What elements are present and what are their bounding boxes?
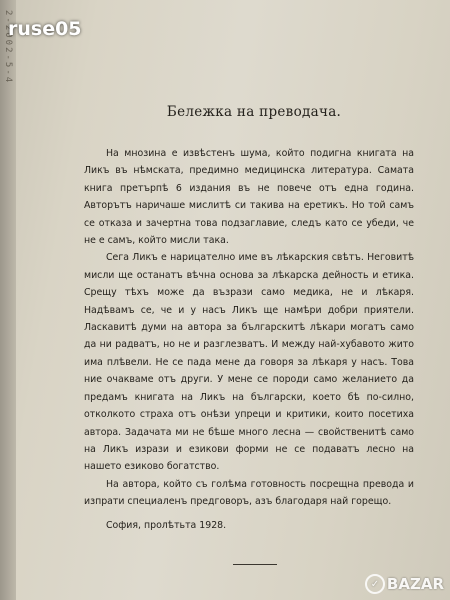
- page-binding-edge: [0, 0, 16, 600]
- bazar-badge-label: BAZAR: [386, 575, 444, 593]
- edge-text: 2-2002-5-4: [3, 10, 13, 85]
- watermark-text: ruse05: [8, 18, 82, 40]
- page-title: Бележка на преводача.: [166, 104, 342, 120]
- paragraph-2: Сега Ликъ е нарицателно име въ лѣкарския свѣтъ. Неговитѣ мисли ще останатъ вѣчна основа за лѣкарска дейность и етика. Срещу тѣхъ може да възрази само медика, не и лѣкаря. Надѣвамъ се, че и у насъ Ликъ ще намѣри добри приятели. Ласкавитѣ думи на автора за българскитѣ лѣкари могатъ само да ни радватъ, но не и разглезватъ. И между най-хубавото жито има плѣвели. Не се пада мене да говоря за лѣкаря у насъ. Това ние очакваме отъ други. У мене се породи само желанието да предамъ книгата на Ликъ на български, което бѣ по-силно, отколкото страха отъ онѣзи упреци и критики, които посетиха автора. Задачата ми не бѣше много лесна — свойственитѣ само на Ликъ изрази и езикови форми не се подаватъ лесно на нашето езиково богатство.: [84, 252, 414, 473]
- signature-line: София, пролѣтьта 1928.: [106, 519, 227, 531]
- bazar-badge: [365, 574, 444, 594]
- bazar-logo-icon: ✓: [365, 574, 385, 594]
- paragraph-1: На мнозина е извѣстенъ шума, който подигна книгата на Ликъ въ нѣмската, предимно медицинска литература. Самата книга претърпѣ 6 издания въ не повече отъ една година. Авторътъ наричаше мислитѣ си такива на еретикъ. Но той самъ се отказа и зачертна това подзаглавие, следъ като се убеди, че не е самъ, който мисли така.: [84, 148, 414, 247]
- paragraph-3: На автора, който съ голѣма готовность посрещна превода и изпрати специаленъ предговоръ, азъ благодаря най горещо.: [84, 478, 414, 508]
- closing-rule: [233, 564, 277, 565]
- page-content: [84, 104, 414, 565]
